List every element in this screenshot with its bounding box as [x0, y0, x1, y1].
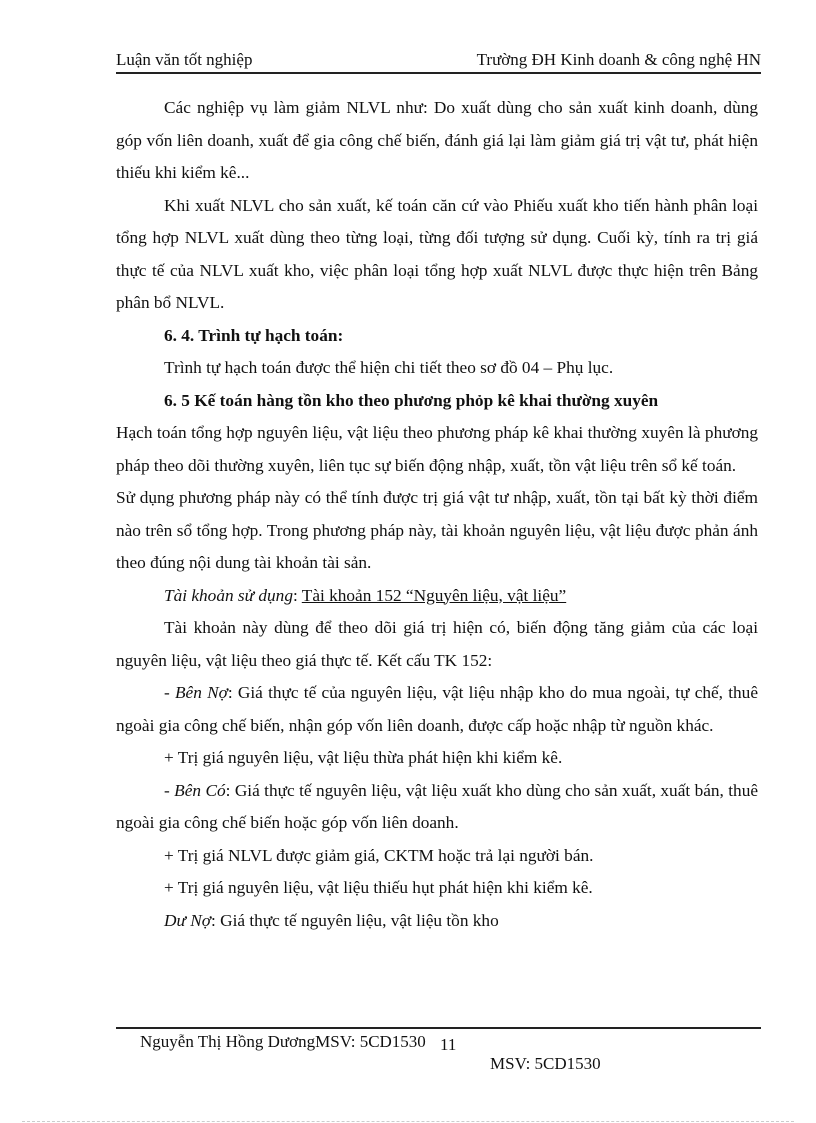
footer-author: Nguyễn Thị Hồng DươngMSV: 5CD1530 — [140, 1032, 426, 1051]
paragraph-credit-side — [116, 775, 758, 840]
page-number: 11 — [440, 1035, 457, 1054]
footer-divider — [116, 1027, 761, 1029]
footer-student-id: MSV: 5CD1530 — [490, 1054, 601, 1073]
paragraph-debit-side — [116, 677, 758, 742]
paragraph-perpetual-method: Hạch toán tổng hợp nguyên liệu, vật liệu theo phương pháp kê khai thường xuyên là phương pháp theo dõi thường xuyên, liên tục sự biến động nhập, xuất, tồn vật liệu trên sổ kế toán. — [116, 423, 758, 475]
account-152-title: Tài khoản 152 “Nguyên liệu, vật liệu” — [301, 585, 567, 605]
credit-side-label: Bên Có — [174, 780, 226, 800]
header-university: Trường ĐH Kinh doanh & công nghệ HN — [476, 50, 761, 69]
paragraph-decrease-operations: Các nghiệp vụ làm giảm NLVL như: Do xuất dùng cho sản xuất kinh doanh, dùng góp vốn liên doanh, xuất để gia công chế biến, đánh giá lại làm giảm giá trị vật tư, phát hiện thiếu khi kiểm kê... — [116, 98, 758, 182]
credit-side-text: : Giá thực tế nguyên liệu, vật liệu xuất kho dùng cho sản xuất, xuất bán, thuê ngoài gia công chế biến hoặc góp vốn liên doanh. — [116, 780, 759, 832]
debit-side-label: Bên Nợ — [175, 683, 228, 702]
account-used-separator: : — [292, 585, 302, 605]
paragraph-material-issue: Khi xuất NLVL cho sản xuất, kế toán căn cứ vào Phiếu xuất kho tiến hành phân loại tổng hợp NLVL xuất dùng theo từng loại, từng đối tượng sử dụng. Cuối kỳ, tính ra trị giá thực tế của NLVL xuất kho, việc phân loại tổng hợp xuất NLVL được thực hiện trên Bảng phân bổ NLVL. — [116, 195, 758, 312]
paragraph-debit-plus: + Trị giá nguyên liệu, vật liệu thừa phát hiện khi kiểm kê. — [164, 748, 563, 767]
heading-6-5: 6. 5 Kế toán hàng tồn kho theo phương phỏp kê khai thường xuyên — [164, 390, 659, 410]
heading-6-4: 6. 4. Trình tự hạch toán: — [164, 325, 344, 345]
document-body — [116, 92, 758, 937]
credit-dash: - — [164, 780, 175, 800]
debit-dash: - — [164, 683, 175, 702]
header-thesis-title: Luận văn tốt nghiệp — [116, 50, 253, 69]
paragraph-method-usage: Sử dụng phương pháp này có thể tính được trị giá vật tư nhập, xuất, tồn tại bất kỳ thời điểm nào trên sổ tổng hợp. Trong phương pháp này, tài khoản nguyên liệu, vật liệu được phản ánh theo đúng nội dung tài khoản tài sản. — [116, 488, 758, 572]
debit-balance-text: : Giá thực tế nguyên liệu, vật liệu tồn kho — [210, 910, 499, 930]
paragraph-account-structure: Tài khoản này dùng để theo dõi giá trị hiện có, biến động tăng giảm của các loại nguyên liệu, vật liệu theo giá thực tế. Kết cấu TK 152: — [116, 618, 758, 670]
paragraph-account-used — [116, 580, 758, 613]
account-used-label: Tài khoản sử dụng — [164, 585, 293, 605]
paragraph-debit-balance — [116, 905, 758, 938]
debit-balance-label: Dư Nợ — [164, 910, 211, 930]
paragraph-procedure: Trình tự hạch toán được thể hiện chi tiết theo sơ đồ 04 – Phụ lục. — [164, 358, 614, 377]
page-bottom-border — [22, 1121, 794, 1122]
page-header — [116, 46, 761, 74]
paragraph-credit-plus-1: + Trị giá NLVL được giảm giá, CKTM hoặc trả lại người bán. — [164, 845, 594, 865]
debit-side-text: : Giá thực tế của nguyên liệu, vật liệu nhập kho do mua ngoài, tự chế, thuê ngoài gia công chế biến, nhận góp vốn liên doanh, được cấp hoặc nhập từ nguồn khác. — [116, 683, 758, 735]
paragraph-credit-plus-2: + Trị giá nguyên liệu, vật liệu thiếu hụt phát hiện khi kiểm kê. — [164, 878, 593, 897]
